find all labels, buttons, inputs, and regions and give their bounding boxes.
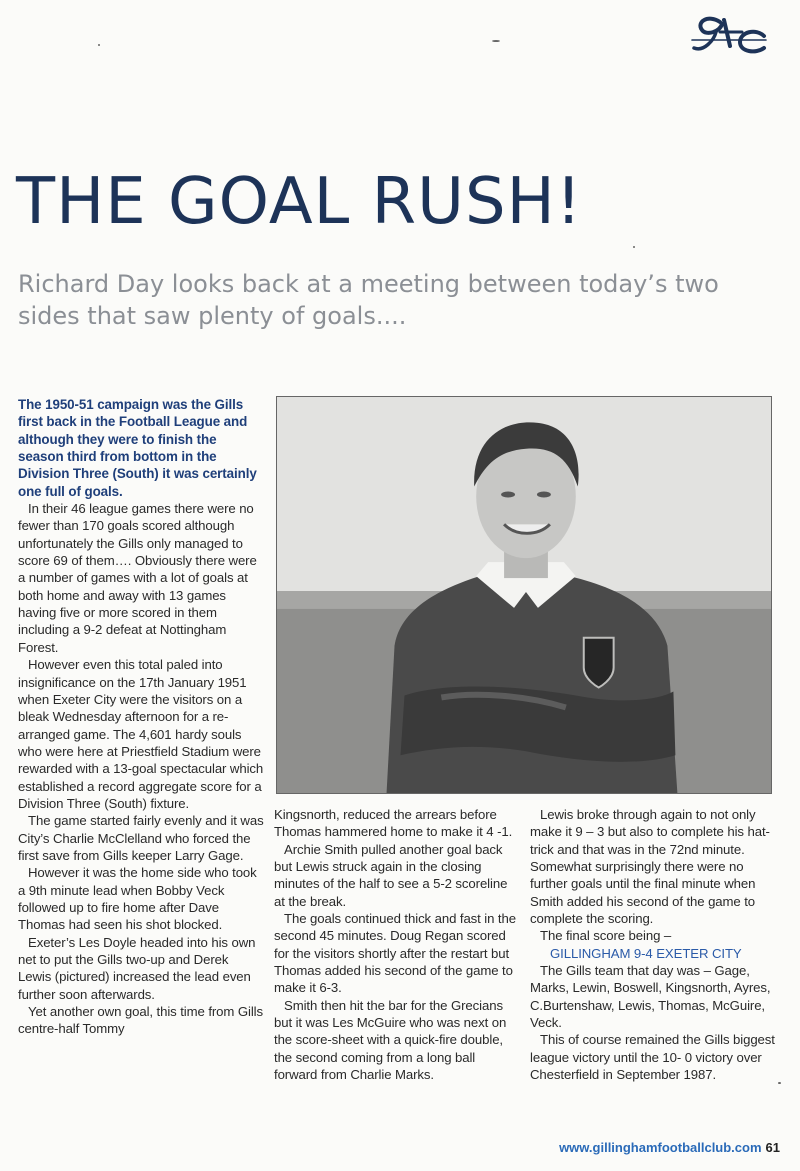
final-score: GILLINGHAM 9-4 EXETER CITY: [550, 945, 742, 961]
paragraph: Yet another own goal, this time from Gills centre-half Tommy: [18, 1004, 263, 1037]
text-column-1: [18, 396, 264, 1038]
paragraph: Archie Smith pulled another goal back but Lewis struck again in the closing minutes of the half to see a 5-2 scoreline at the break.: [274, 841, 508, 909]
paragraph: Exeter’s Les Doyle headed into his own net to put the Gills two-up and Derek Lewis (pictured) increased the lead even further soon afterwards.: [18, 934, 256, 1002]
paragraph: The game started fairly evenly and it was City’s Charlie McClelland who forced the first save from Gills keeper Larry Gage.: [18, 813, 264, 863]
paragraph: The goals continued thick and fast in the second 45 minutes. Doug Regan scored for the visitors shortly after the restart but Thomas added his second of the game to make it 6-3.: [274, 911, 516, 996]
print-speck: [633, 246, 635, 248]
print-speck: [492, 40, 500, 42]
paragraph: Kingsnorth, reduced the arrears before Thomas hammered home to make it 4 -1.: [274, 807, 513, 840]
print-speck: [778, 1082, 781, 1084]
player-portrait-icon: [277, 397, 771, 793]
text-column-2: [274, 806, 520, 1084]
paragraph: In their 46 league games there were no fewer than 170 goals scored although unfortunately the Gills only managed to score 69 of them…. Obviously there were a number of games with a lot of goals at both home and away with 13 games having five or more scored in them including a 9-2 defeat at Nottingham Forest.: [18, 501, 257, 655]
text-column-3: [530, 806, 776, 1084]
page-footer: [470, 1140, 780, 1155]
paragraph: The Gills team that day was – Gage, Marks, Lewin, Boswell, Kingsnorth, Ayres, C.Burtenshaw, Lewis, Thomas, McGuire, Veck.: [530, 963, 771, 1031]
player-photo: [276, 396, 772, 794]
club-website-link[interactable]: www.gillinghamfootballclub.com: [559, 1140, 762, 1155]
paragraph: However even this total paled into insignificance on the 17th January 1951 when Exeter City were the visitors on a bleak Wednesday afternoon for a re-arranged game. The 4,601 hardy souls who were here at Priestfield Stadium were rewarded with a 13-goal spectacular which established a record aggregate score for a Division Three (South) fixture.: [18, 657, 264, 811]
article-standfirst: Richard Day looks back at a meeting between today’s two sides that saw plenty of goals....: [18, 270, 719, 330]
paragraph: Lewis broke through again to not only make it 9 – 3 but also to complete his hat-trick and that was in the 72nd minute. Somewhat surprisingly there were no further goals until the final minute when Smith added his second of the game to complete the scoring.: [530, 807, 770, 927]
paragraph: However it was the home side who took a 9th minute lead when Bobby Veck followed up to fire home after Dave Thomas had seen his shot blocked.: [18, 865, 257, 933]
print-speck: [98, 44, 100, 46]
paragraph: This of course remained the Gills biggest league victory until the 10- 0 victory over Chesterfield in September 1987.: [530, 1032, 775, 1083]
gfc-monogram-icon: [690, 12, 768, 60]
article-intro: The 1950-51 campaign was the Gills first back in the Football League and although they were to finish the season third from bottom in the Division Three (South) it was certainly one full of goals.: [18, 397, 257, 499]
article-headline: THE GOAL RUSH!: [16, 165, 583, 239]
paragraph: Smith then hit the bar for the Grecians but it was Les McGuire who was next on the score-sheet with a quick-fire double, the second coming from a long ball forward from Charlie Marks.: [274, 997, 507, 1083]
paragraph: The final score being –: [540, 928, 672, 944]
page-number: 61: [765, 1140, 780, 1155]
